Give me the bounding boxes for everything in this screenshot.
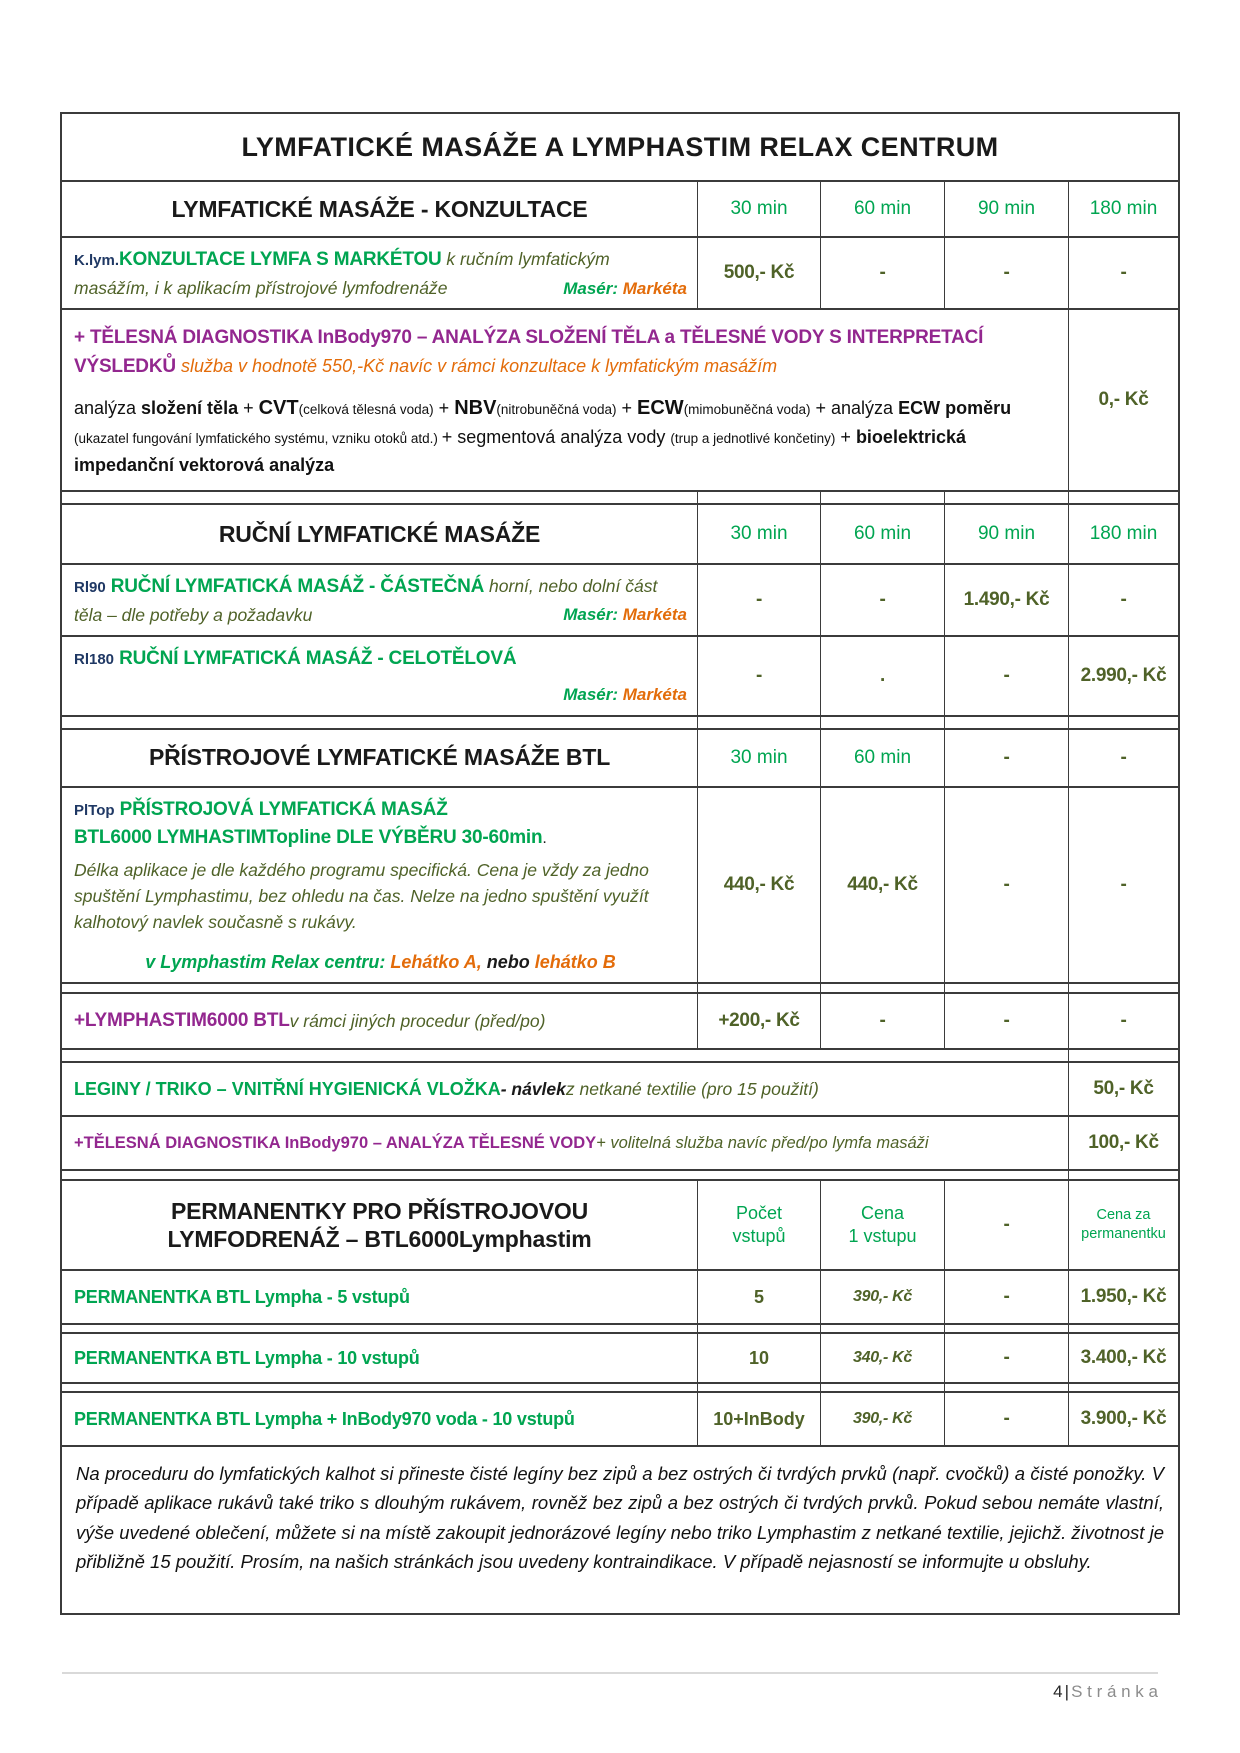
blank-cell: - — [944, 1393, 1068, 1445]
price-cell-60min: - — [820, 994, 944, 1048]
price-cell-total: 100,- Kč — [1068, 1117, 1178, 1169]
price-cell-90min: 1.490,- Kč — [944, 565, 1068, 635]
price-cell-90min: - — [944, 238, 1068, 308]
instructions-paragraph: Na proceduru do lymfatických kalhot si přineste čisté legíny bez zipů a bez ostrých či tvrdých prvků (např. cvočků) a čisté ponožky. V případě aplikace rukávů také triko s dlouhým rukávem, rovněž bez zipů a bez ostrých či tvrdých prvků. Pokud sebou nemáte vlastní, výše uvedené oblečení, můžete si na místě zakoupit jednorázové legíny nebo triko Lymphastim z netkané textilie, jejichž. životnost je přibližně 15 použití. Prosím, na našich stránkách jsou uvedeny kontraindikace. V případě nejasností se informujte u obsluhy. — [76, 1463, 1164, 1572]
location-bed-b: lehátko B — [534, 952, 616, 973]
blank-cell: - — [944, 1334, 1068, 1382]
price-cell-60min: 440,- Kč — [820, 788, 944, 983]
col-header-cena-vstupu — [820, 1181, 944, 1269]
service-description-cell — [62, 238, 697, 308]
service-note: v rámci jiných procedur (před/po) — [289, 1011, 546, 1032]
price-cell-180min: - — [1068, 994, 1178, 1048]
service-name: RUČNÍ LYMFATICKÁ MASÁŽ - CELOTĚLOVÁ — [114, 647, 517, 669]
price-table — [60, 112, 1180, 1615]
count-cell: 10+InBody — [697, 1393, 820, 1445]
unit-price-cell: 390,- Kč — [820, 1393, 944, 1445]
table-title-row — [62, 114, 1178, 180]
analysis-abbr: NBV — [454, 397, 497, 419]
service-description-cell — [62, 1271, 697, 1323]
price-cell-total: 50,- Kč — [1068, 1063, 1178, 1115]
section-header-line1: PERMANENTKY PRO PŘÍSTROJOVOU — [171, 1197, 588, 1224]
col-header-blank: - — [944, 1181, 1068, 1269]
analysis-text: + — [616, 398, 638, 418]
row-leginy-triko — [62, 1061, 1178, 1115]
service-note: horní, nebo dolní část těla – dle potřeby a požadavku — [74, 576, 658, 625]
section-separator — [62, 982, 1178, 992]
total-price-cell: 1.950,- Kč — [1068, 1271, 1178, 1323]
analysis-paren: (trup a jednotlivé končetiny) — [670, 431, 836, 446]
service-separator-text: - návlek — [500, 1079, 566, 1100]
page-footer — [62, 1682, 1158, 1702]
price-cell-30min: - — [697, 637, 820, 715]
count-cell: 5 — [697, 1271, 820, 1323]
analysis-paren: (ukazatel fungování lymfatického systému, vzniku otoků atd.) — [74, 431, 442, 446]
col-header-text: 1 vstupu — [848, 1226, 917, 1247]
price-cell-90min: - — [944, 637, 1068, 715]
service-description-cell — [62, 1063, 1068, 1115]
section-header-permanentky — [62, 1181, 697, 1269]
analysis-text: složení těla — [141, 398, 239, 418]
service-note: k ručním lymfatickým masážím, i k aplikacím přístrojové lymfodrenáže — [74, 249, 610, 298]
section-header-line2: LYMFODRENÁŽ – BTL6000Lymphastim — [167, 1226, 592, 1253]
service-note: Délka aplikace je dle každého programu specifická. Cena je vždy za jedno spuštění Lymphastimu, bez ohledu na čas. Nelze na jedno spuštění využít kalhotový navlek současně s rukávy. — [74, 859, 649, 932]
total-price-cell: 3.900,- Kč — [1068, 1393, 1178, 1445]
analysis-text: + — [238, 398, 259, 418]
col-header-cena-permanentka — [1068, 1181, 1178, 1269]
location-or: nebo — [486, 952, 535, 973]
service-name: PŘÍSTROJOVÁ LYMFATICKÁ MASÁŽ — [114, 798, 448, 820]
service-name: RUČNÍ LYMFATICKÁ MASÁŽ - ČÁSTEČNÁ — [105, 576, 485, 597]
analysis-text: + — [835, 427, 856, 447]
masseur-note — [563, 602, 687, 628]
masseur-name: Markéta — [622, 605, 687, 624]
total-price-cell: 3.400,- Kč — [1068, 1334, 1178, 1382]
period: . — [542, 830, 547, 847]
price-cell-60min: - — [820, 565, 944, 635]
service-note: z netkané textilie (pro 15 použití) — [565, 1079, 819, 1100]
masseur-label: Masér: — [563, 605, 623, 624]
masseur-note — [563, 276, 687, 302]
price-cell-60min: . — [820, 637, 944, 715]
price-cell-90min: - — [944, 788, 1068, 983]
service-description-cell — [62, 1334, 697, 1382]
service-name: LEGINY / TRIKO – VNITŘNÍ HYGIENICKÁ VLOŽKA — [74, 1078, 501, 1099]
col-header-30min: 30 min — [697, 505, 820, 563]
service-note: služba v hodnotě 550,-Kč navíc v rámci konzultace k lymfatickým masážím — [180, 355, 778, 376]
footer-separator: | — [1064, 1682, 1070, 1701]
row-konzultace-header — [62, 180, 1178, 236]
analysis-paren: (nitrobuněčná voda) — [496, 402, 617, 417]
service-title-line1 — [74, 796, 687, 825]
analysis-details — [74, 393, 1058, 480]
service-description-cell — [62, 788, 697, 983]
col-header-text: permanentku — [1081, 1226, 1166, 1243]
analysis-abbr: CVT — [258, 397, 299, 419]
analysis-paren: (mimobuněčná voda) — [683, 402, 811, 417]
row-plus-lymphastim — [62, 992, 1178, 1048]
col-header-text: Cena — [860, 1202, 905, 1223]
row-instructions — [62, 1445, 1178, 1613]
analysis-text: + segmentová analýza vody — [441, 427, 671, 447]
col-header-180min: - — [1068, 730, 1178, 786]
price-cell-180min: - — [1068, 565, 1178, 635]
col-header-90min: 90 min — [944, 505, 1068, 563]
service-code: PlTop — [74, 801, 115, 819]
row-telesna-diagnostika — [62, 1115, 1178, 1169]
masseur-note — [563, 682, 687, 708]
row-pristrojova-masaz — [62, 786, 1178, 983]
col-header-180min: 180 min — [1068, 505, 1178, 563]
section-separator — [62, 715, 1178, 728]
section-header-pristrojove: PŘÍSTROJOVÉ LYMFATICKÉ MASÁŽE BTL — [148, 744, 611, 770]
masseur-label: Masér: — [563, 278, 623, 298]
row-permanentka-inbody — [62, 1391, 1178, 1445]
row-permanentka-10 — [62, 1332, 1178, 1382]
masseur-name: Markéta — [622, 685, 687, 704]
service-name: PERMANENTKA BTL Lympha - 10 vstupů — [74, 1347, 420, 1368]
col-header-30min: 30 min — [697, 730, 820, 786]
service-name: +TĚLESNÁ DIAGNOSTIKA InBody970 – ANALÝZA TĚLESNÉ VODY — [74, 1133, 597, 1152]
page-number: 4 — [1053, 1682, 1063, 1701]
unit-price-cell: 340,- Kč — [820, 1334, 944, 1382]
col-header-60min: 60 min — [820, 505, 944, 563]
col-header-90min: - — [944, 730, 1068, 786]
col-header-text: Počet — [735, 1202, 783, 1223]
service-description-cell — [62, 1117, 1068, 1169]
service-code: Rl90 — [74, 579, 106, 596]
service-name: PERMANENTKA BTL Lympha + InBody970 voda - 10 vstupů — [74, 1408, 575, 1429]
price-cell-90min: - — [944, 994, 1068, 1048]
location-label: v Lymphastim Relax centru: — [145, 952, 391, 973]
analysis-text: + — [433, 398, 455, 418]
service-note: + volitelná služba navíc před/po lymfa masáži — [596, 1133, 929, 1152]
blank-cell: - — [944, 1271, 1068, 1323]
analysis-paren: (celková tělesná voda) — [298, 402, 434, 417]
service-description-cell — [62, 565, 697, 635]
analysis-text: analýza — [74, 398, 142, 418]
row-rucni-celotelova — [62, 635, 1178, 715]
analysis-abbr: ECW — [637, 397, 684, 419]
row-pristrojove-header — [62, 728, 1178, 786]
col-header-text: vstupů — [732, 1226, 786, 1247]
service-title-line2 — [74, 824, 687, 853]
location-note — [74, 949, 687, 976]
service-code: K.lym. — [74, 252, 120, 269]
service-name: PERMANENTKA BTL Lympha - 5 vstupů — [74, 1286, 410, 1307]
col-header-pocet-vstupu — [697, 1181, 820, 1269]
row-separator — [62, 1382, 1178, 1391]
analysis-text: bioelektrická impedanční vektorová analýza — [74, 427, 966, 475]
section-separator — [62, 490, 1178, 503]
service-description-cell — [62, 310, 1068, 490]
row-rucni-castecna — [62, 563, 1178, 635]
price-cell-180min: - — [1068, 788, 1178, 983]
col-header-180min: 180 min — [1068, 182, 1178, 236]
col-header-text: Cena za — [1096, 1207, 1151, 1224]
footer-label: S t r á n k a — [1071, 1682, 1158, 1701]
price-cell-180min: - — [1068, 238, 1178, 308]
price-cell-total: 0,- Kč — [1068, 310, 1178, 490]
row-rucni-header — [62, 503, 1178, 563]
col-header-60min: 60 min — [820, 730, 944, 786]
price-cell-180min: 2.990,- Kč — [1068, 637, 1178, 715]
row-permanentky-header — [62, 1179, 1178, 1269]
col-header-90min: 90 min — [944, 182, 1068, 236]
col-header-30min: 30 min — [697, 182, 820, 236]
row-inbody-diagnostika — [62, 308, 1178, 490]
price-cell-30min: - — [697, 565, 820, 635]
analysis-text: + analýza — [810, 398, 899, 418]
service-name: + TĚLESNÁ DIAGNOSTIKA InBody970 – ANALÝZA SLOŽENÍ TĚLA a TĚLESNÉ VODY S INTERPRETACÍ VÝSLEDKŮ — [74, 327, 984, 377]
price-cell-60min: - — [820, 238, 944, 308]
service-description-cell — [62, 1393, 697, 1445]
footer-divider-line — [62, 1672, 1158, 1674]
col-header-60min: 60 min — [820, 182, 944, 236]
masseur-name: Markéta — [622, 278, 687, 298]
price-cell-30min: 500,- Kč — [697, 238, 820, 308]
service-code: Rl180 — [74, 650, 115, 668]
price-cell-30min: 440,- Kč — [697, 788, 820, 983]
row-konzultace-lymfa — [62, 236, 1178, 308]
service-name: +LYMPHASTIM6000 BTL — [74, 1010, 290, 1031]
masseur-label: Masér: — [563, 685, 623, 704]
row-permanentka-5 — [62, 1269, 1178, 1323]
section-header-konzultace: LYMFATICKÉ MASÁŽE - KONZULTACE — [171, 195, 588, 222]
unit-price-cell: 390,- Kč — [820, 1271, 944, 1323]
page-title: LYMFATICKÉ MASÁŽE A LYMPHASTIM RELAX CENTRUM — [241, 131, 999, 162]
service-name: BTL6000 LYMHASTIMTopline DLE VÝBĚRU 30-60min — [74, 827, 543, 848]
service-name: KONZULTACE LYMFA S MARKÉTOU — [119, 249, 442, 270]
section-header-rucni: RUČNÍ LYMFATICKÉ MASÁŽE — [218, 520, 541, 547]
service-description-cell — [62, 637, 697, 715]
service-description-cell — [62, 994, 697, 1048]
price-cell-30min: +200,- Kč — [697, 994, 820, 1048]
section-separator — [62, 1048, 1178, 1061]
analysis-text: ECW poměru — [898, 398, 1012, 418]
count-cell: 10 — [697, 1334, 820, 1382]
row-separator — [62, 1323, 1178, 1332]
location-bed-a: Lehátko A, — [390, 952, 487, 973]
section-separator — [62, 1169, 1178, 1179]
